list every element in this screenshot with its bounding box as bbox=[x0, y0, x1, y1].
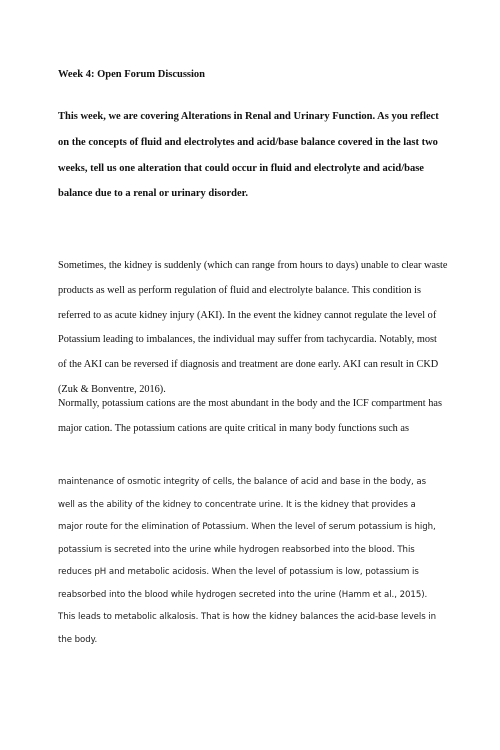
body-paragraph-1: Sometimes, the kidney is suddenly (which can range from hours to days) unable to clear waste products as well as perform regulation of fluid and electrolyte balance. This condition is referred to as acute kidney injury (AKI). In the event the kidney cannot regulate the level of Potassium leading to imbalances, the individual may suffer from tachycardia. Notably, most of the AKI can be reversed if diagnosis and treatment are done early. AKI can result in CKD (Zuk & Bonventre, 2016). bbox=[58, 260, 448, 395]
page-title: Week 4: Open Forum Discussion bbox=[58, 69, 206, 80]
body-paragraph-2: Normally, potassium cations are the most abundant in the body and the ICF compartment has major cation. The potassium cations are quite critical in many body functions such as bbox=[58, 398, 442, 434]
discussion-prompt: This week, we are covering Alterations in Renal and Urinary Function. As you reflect on the concepts of fluid and electrolytes and acid/base balance covered in the last two weeks, tell us one alteration that could occur in fluid and electrolyte and acid/base balance due to a renal or urinary disorder. bbox=[58, 111, 439, 200]
body-paragraph-3: maintenance of osmotic integrity of cells, the balance of acid and base in the body, as well as the ability of the kidney to concentrate urine. It is the kidney that provides a major route for the elimination of Potassium. When the level of serum potassium is high, potassium is secreted into the urine while hydrogen reabsorbed into the blood. This reduces pH and metabolic acidosis. When the level of potassium is low, potassium is reabsorbed into the blood while hydrogen secreted into the urine (Hamm et al., 2015). This leads to metabolic alkalosis. That is how the kidney balances the acid-base levels in the body. bbox=[58, 477, 437, 645]
